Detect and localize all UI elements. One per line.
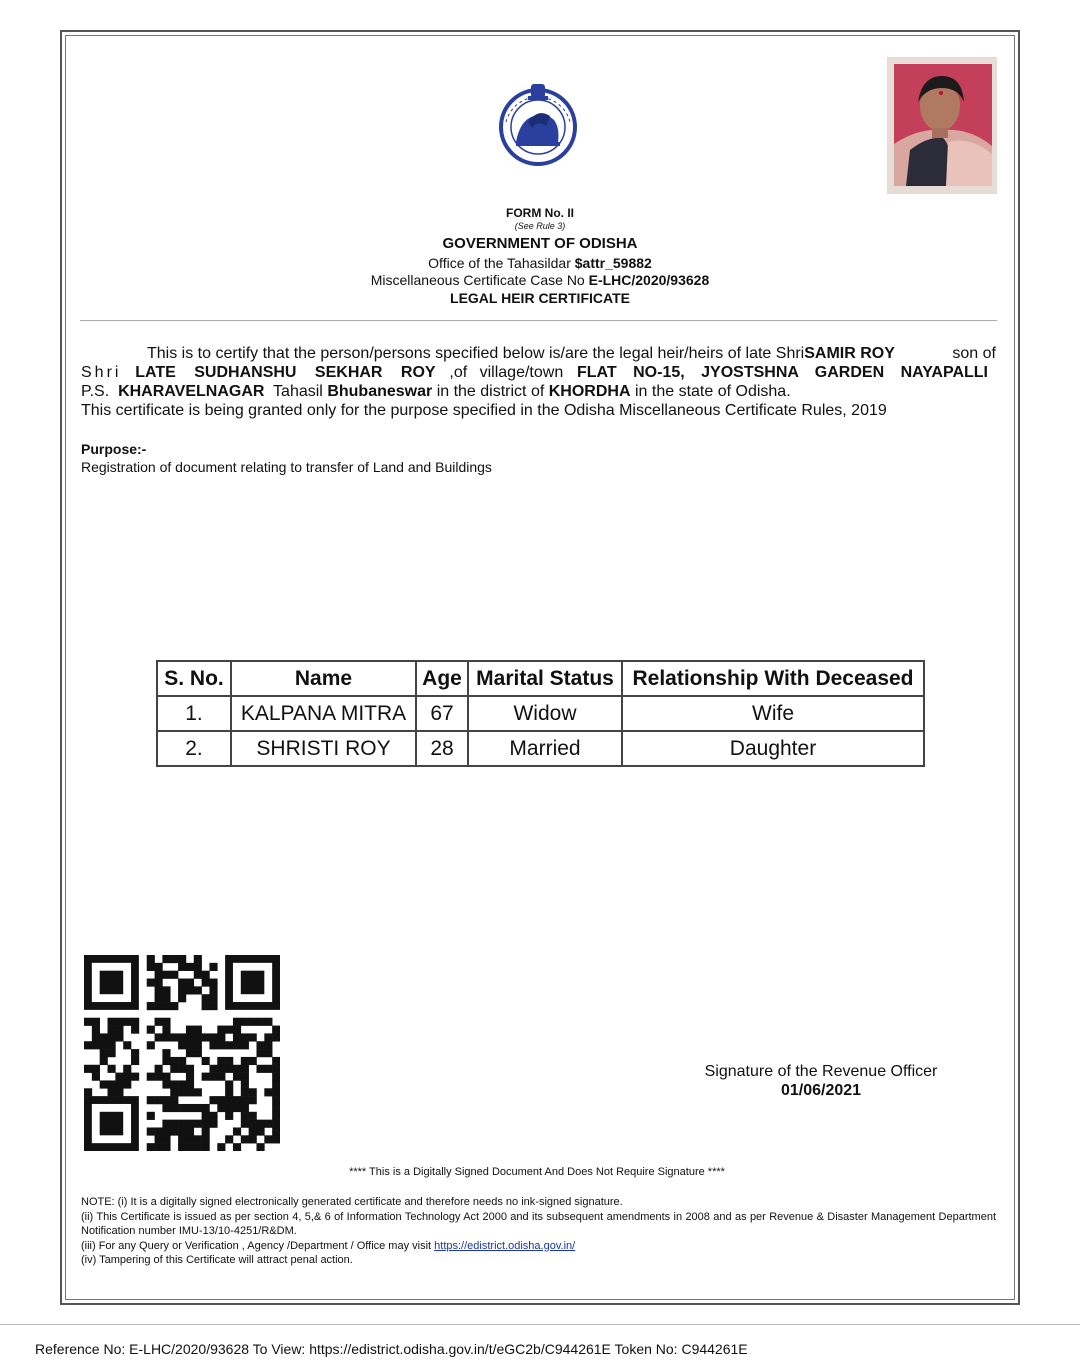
rule-reference: (See Rule 3)	[514, 221, 566, 231]
government-title: GOVERNMENT OF ODISHA	[442, 235, 638, 252]
row-name: KALPANA MITRA	[231, 696, 416, 731]
note-2: (ii) This Certificate is issued as per section 4, 5,& 6 of Information Technology Act 2000 and its subsequent amendments in 2008 and as per Revenue & Disaster Management Department Notification number IMU-13/10-4251/R&DM.	[81, 1210, 996, 1237]
note-3-text: (iii) For any Query or Verification , Agency /Department / Office may visit	[81, 1239, 432, 1252]
district-prefix: in the district of	[436, 383, 545, 400]
signature-block	[690, 1062, 952, 1100]
row-marital-status: Married	[468, 731, 622, 766]
row-sno: 2.	[157, 731, 231, 766]
intro-text: This is to certify that the person/persons specified below is/are the legal heir/heirs of late Shri	[147, 345, 805, 362]
reference-footer: Reference No: E-LHC/2020/93628 To View: https://edistrict.odisha.gov.in/t/eGC2b/C944261E Token No: C944261E	[35, 1341, 748, 1357]
odisha-emblem-icon	[498, 82, 578, 168]
office-line	[0, 255, 1080, 272]
col-relationship-header: Relationship With Deceased	[622, 661, 924, 696]
qr-code-icon	[84, 955, 280, 1151]
edistrict-link[interactable]: https://edistrict.odisha.gov.in/	[434, 1239, 576, 1252]
police-station: KHARAVELNAGAR	[118, 383, 265, 400]
district-name: KHORDHA	[548, 383, 631, 400]
row-sno: 1.	[157, 696, 231, 731]
ps-prefix: P.S.	[81, 383, 110, 400]
footer-divider	[0, 1324, 1080, 1325]
case-number: E-LHC/2020/93628	[588, 272, 710, 288]
table-row	[157, 731, 924, 766]
office-value: $attr_59882	[574, 255, 652, 271]
row-name: SHRISTI ROY	[231, 731, 416, 766]
certificate-body	[81, 344, 996, 420]
table-header-row	[157, 661, 924, 696]
row-relationship: Daughter	[622, 731, 924, 766]
col-age-header: Age	[416, 661, 468, 696]
deceased-name: SAMIR ROY	[804, 345, 895, 362]
signature-date: 01/06/2021	[780, 1082, 862, 1099]
purpose-text: Registration of document relating to transfer of Land and Buildings	[81, 459, 492, 475]
tahasil-name: Bhubaneswar	[327, 383, 433, 400]
body-line-1	[81, 344, 996, 363]
address-text: FLAT NO-15, JYOSTSHNA GARDEN NAYAPALLI	[576, 364, 988, 381]
state-suffix: in the state of Odisha.	[634, 383, 791, 400]
signature-label: Signature of the Revenue Officer	[704, 1063, 938, 1080]
col-name-header: Name	[231, 661, 416, 696]
rules-line: This certificate is being granted only for the purpose specified in the Odisha Miscellaneous Certificate Rules, 2019	[81, 402, 887, 419]
note-3	[81, 1239, 996, 1254]
digital-signature-note: **** This is a Digitally Signed Document And Does Not Require Signature ****	[349, 1166, 725, 1178]
case-prefix: Miscellaneous Certificate Case No	[370, 272, 585, 288]
note-1: NOTE: (i) It is a digitally signed electronically generated certificate and therefore needs no ink-signed signature.	[81, 1196, 623, 1208]
col-marital-header: Marital Status	[468, 661, 622, 696]
son-of-text: son of	[952, 345, 996, 362]
body-line-2	[81, 363, 996, 382]
legal-heirs-table	[156, 660, 925, 767]
applicant-photo	[887, 57, 997, 194]
of-village-text: ,of village/town	[449, 364, 564, 381]
header-divider	[80, 320, 997, 321]
father-name: LATE SUDHANSHU SEKHAR ROY	[135, 364, 436, 381]
purpose-section	[81, 440, 492, 476]
body-line-3	[81, 382, 996, 401]
certificate-header	[0, 205, 1080, 308]
body-line-4	[81, 401, 996, 420]
row-relationship: Wife	[622, 696, 924, 731]
tahasil-prefix: Tahasil	[273, 383, 323, 400]
purpose-label: Purpose:-	[81, 441, 147, 457]
note-4: (iv) Tampering of this Certificate will attract penal action.	[81, 1254, 353, 1266]
case-line	[0, 272, 1080, 289]
row-marital-status: Widow	[468, 696, 622, 731]
office-prefix: Office of the Tahasildar	[428, 255, 571, 271]
row-age: 67	[416, 696, 468, 731]
shri-text: Shri	[81, 364, 122, 381]
table-row	[157, 696, 924, 731]
col-sno-header: S. No.	[157, 661, 231, 696]
form-number: FORM No. II	[506, 206, 574, 220]
row-age: 28	[416, 731, 468, 766]
notes-section	[81, 1195, 996, 1268]
certificate-title: LEGAL HEIR CERTIFICATE	[450, 290, 630, 306]
